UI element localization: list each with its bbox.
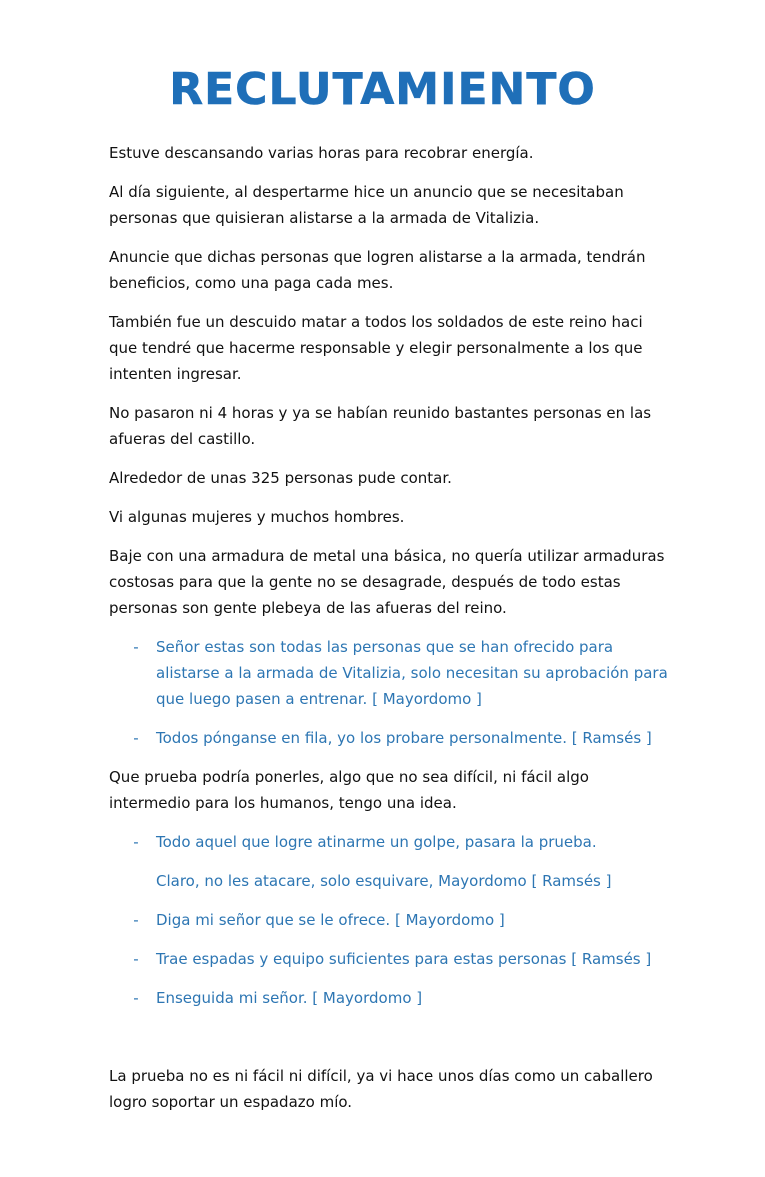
dialogue-line [109,725,669,751]
dialogue-dash: - [133,911,139,929]
paragraph: No pasaron ni 4 horas y ya se habían reunido bastantes personas en las afueras del castillo. [109,404,652,448]
paragraph: Al día siguiente, al despertarme hice un anuncio que se necesitaban personas que quisieran alistarse a la armada de Vitalizia. [109,183,624,227]
dialogue-continuation: Claro, no les atacare, solo esquivare, Mayordomo [ Ramsés ] [156,872,612,890]
paragraph: Anuncie que dichas personas que logren alistarse a la armada, tendrán beneficios, como una paga cada mes. [109,248,646,292]
dialogue-dash: - [133,989,139,1007]
paragraph: Vi algunas mujeres y muchos hombres. [109,508,405,526]
paragraph: Estuve descansando varias horas para recobrar energía. [109,144,534,162]
blank-line [109,1024,669,1063]
paragraph: También fue un descuido matar a todos los soldados de este reino haci que tendré que hacerme responsable y elegir personalmente a los que intenten ingresar. [109,313,643,383]
story-body [109,140,669,1128]
page-title: RECLUTAMIENTO [169,64,596,115]
paragraph: La prueba no es ni fácil ni difícil, ya vi hace unos días como un caballero logro soportar un espadazo mío. [109,1067,653,1111]
dialogue-text: Señor estas son todas las personas que se han ofrecido para alistarse a la armada de Vitalizia, solo necesitan su aprobación para que luego pasen a entrenar. [ Mayordomo ] [156,638,668,708]
dialogue-dash: - [133,950,139,968]
dialogue-line [109,907,669,933]
dialogue-dash: - [133,833,139,851]
dialogue-dash: - [133,729,139,747]
dialogue-line [109,634,669,712]
dialogue-line [109,946,669,972]
dialogue-text: Enseguida mi señor. [ Mayordomo ] [156,989,423,1007]
dialogue-dash: - [133,638,139,656]
dialogue-line [109,985,669,1011]
dialogue-text: Trae espadas y equipo suficientes para estas personas [ Ramsés ] [156,950,652,968]
paragraph: Alrededor de unas 325 personas pude contar. [109,469,452,487]
dialogue-text: Diga mi señor que se le ofrece. [ Mayordomo ] [156,911,505,929]
paragraph: Baje con una armadura de metal una básica, no quería utilizar armaduras costosas para que la gente no se desagrade, después de todo estas personas son gente plebeya de las afueras del reino. [109,547,665,617]
dialogue-text: Todos pónganse en fila, yo los probare personalmente. [ Ramsés ] [156,729,652,747]
dialogue-line [109,829,669,855]
dialogue-text: Todo aquel que logre atinarme un golpe, pasara la prueba. [156,833,597,851]
paragraph: Que prueba podría ponerles, algo que no sea difícil, ni fácil algo intermedio para los humanos, tengo una idea. [109,768,589,812]
